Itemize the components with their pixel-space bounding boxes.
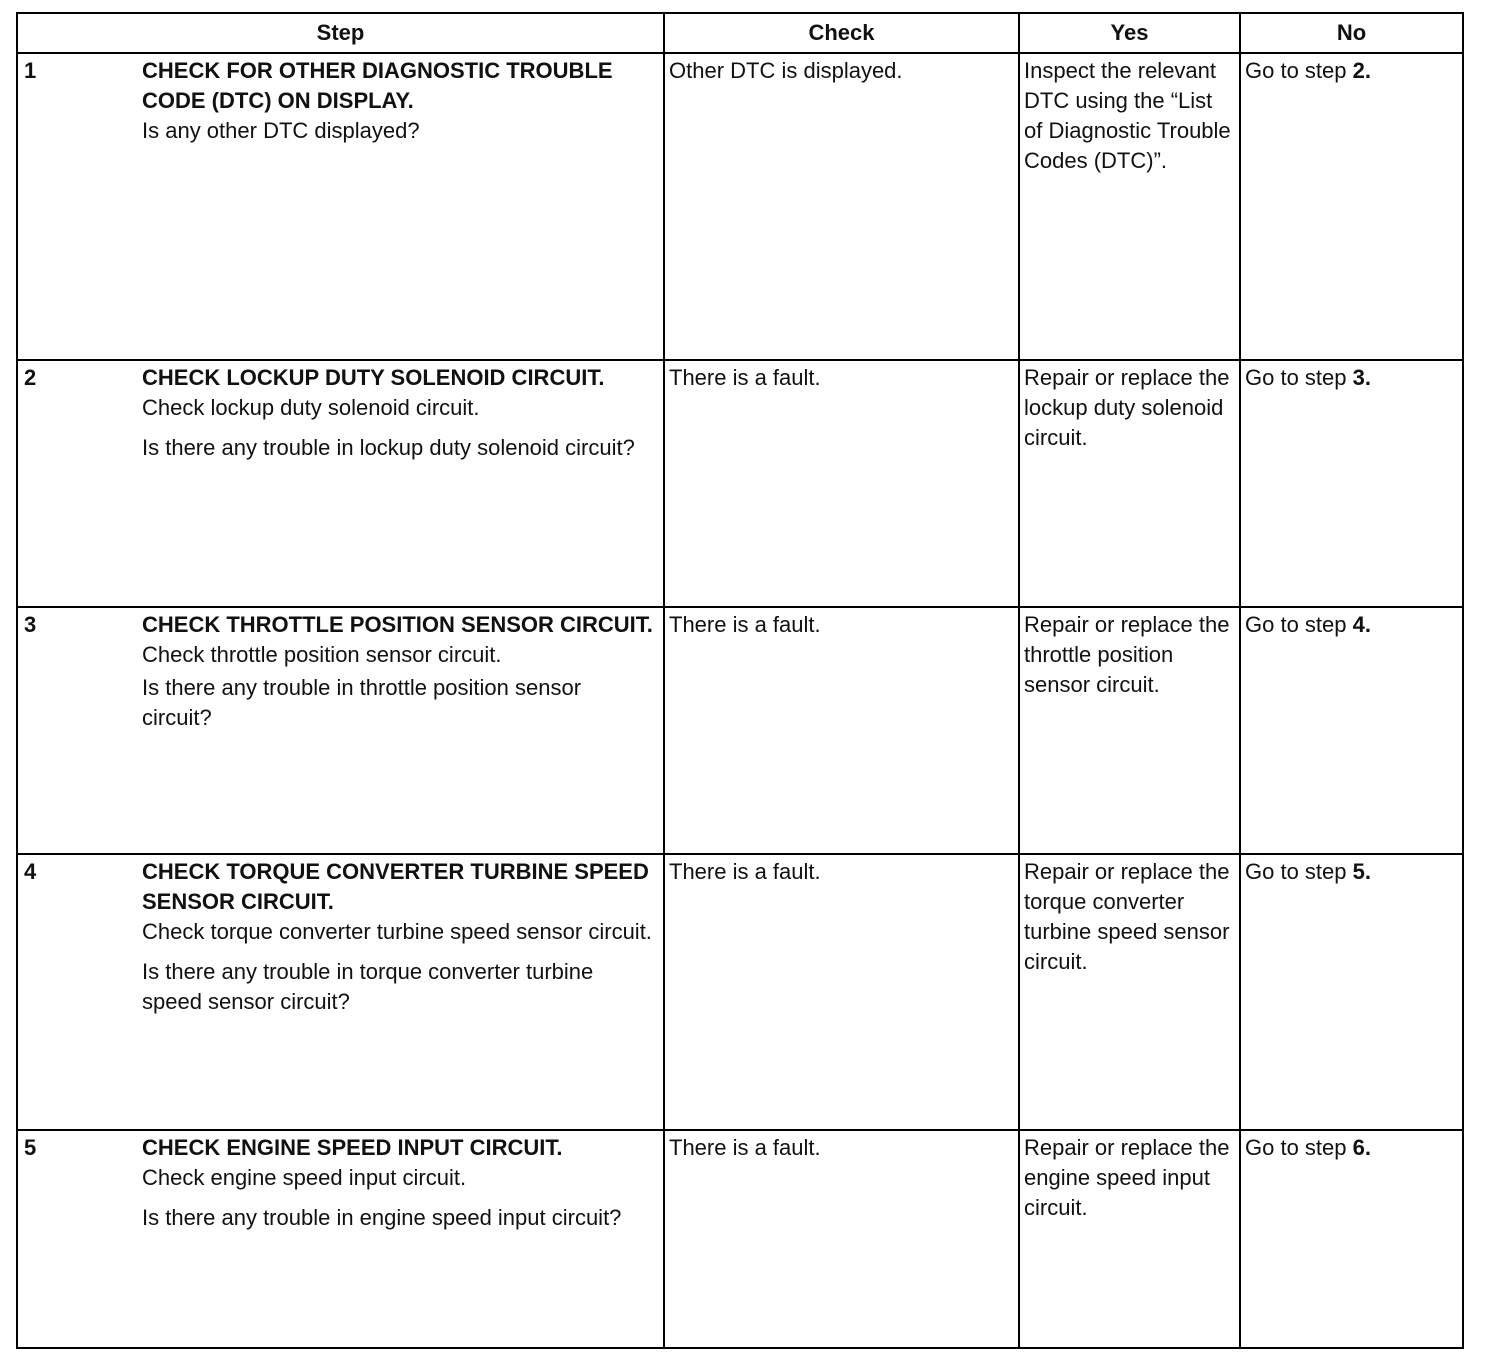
table-row xyxy=(17,53,1463,360)
header-check: Check xyxy=(664,13,1019,53)
yes-cell: Repair or replace the lockup duty solenoid circuit. xyxy=(1019,360,1240,607)
no-prefix: Go to step xyxy=(1245,1135,1347,1160)
step-cell xyxy=(17,607,664,854)
no-step: 5. xyxy=(1352,859,1371,884)
no-step: 2. xyxy=(1352,58,1371,83)
step-question: Is any other DTC displayed? xyxy=(142,118,420,143)
no-cell xyxy=(1240,53,1463,360)
diagnostic-table xyxy=(16,12,1464,1349)
no-prefix: Go to step xyxy=(1245,612,1347,637)
step-instruction: Check torque converter turbine speed sensor circuit. xyxy=(142,919,652,944)
no-cell xyxy=(1240,607,1463,854)
step-title: CHECK THROTTLE POSITION SENSOR CIRCUIT. xyxy=(142,612,653,637)
step-number: 3 xyxy=(24,612,37,637)
no-cell xyxy=(1240,854,1463,1130)
check-cell: Other DTC is displayed. xyxy=(664,53,1019,360)
check-cell: There is a fault. xyxy=(664,607,1019,854)
table-row xyxy=(17,854,1463,1130)
step-cell xyxy=(17,360,664,607)
table-row xyxy=(17,360,1463,607)
step-instruction: Check engine speed input circuit. xyxy=(142,1165,467,1190)
step-number: 5 xyxy=(24,1135,37,1160)
step-question: Is there any trouble in lockup duty solenoid circuit? xyxy=(142,435,635,460)
step-cell xyxy=(17,854,664,1130)
no-prefix: Go to step xyxy=(1245,58,1347,83)
step-question: Is there any trouble in throttle position sensor circuit? xyxy=(142,675,582,730)
table-row xyxy=(17,1130,1463,1348)
no-cell xyxy=(1240,360,1463,607)
header-yes: Yes xyxy=(1019,13,1240,53)
no-prefix: Go to step xyxy=(1245,859,1347,884)
step-instruction: Check lockup duty solenoid circuit. xyxy=(142,395,480,420)
yes-cell: Inspect the relevant DTC using the “List of Diagnostic Trouble Codes (DTC)”. xyxy=(1019,53,1240,360)
no-step: 6. xyxy=(1352,1135,1371,1160)
no-prefix: Go to step xyxy=(1245,365,1347,390)
yes-cell: Repair or replace the torque converter turbine speed sensor circuit. xyxy=(1019,854,1240,1130)
header-row xyxy=(17,13,1463,53)
step-title: CHECK ENGINE SPEED INPUT CIRCUIT. xyxy=(142,1135,563,1160)
step-number: 1 xyxy=(24,58,37,83)
header-step: Step xyxy=(17,13,664,53)
check-cell: There is a fault. xyxy=(664,1130,1019,1348)
step-title: CHECK LOCKUP DUTY SOLENOID CIRCUIT. xyxy=(142,365,605,390)
step-number: 2 xyxy=(24,365,37,390)
no-cell xyxy=(1240,1130,1463,1348)
no-step: 4. xyxy=(1352,612,1371,637)
check-cell: There is a fault. xyxy=(664,854,1019,1130)
step-title: CHECK TORQUE CONVERTER TURBINE SPEED SENSOR CIRCUIT. xyxy=(142,859,649,914)
step-title: CHECK FOR OTHER DIAGNOSTIC TROUBLE CODE (DTC) ON DISPLAY. xyxy=(142,58,613,113)
diagnostic-document xyxy=(16,12,1464,1349)
step-question: Is there any trouble in engine speed input circuit? xyxy=(142,1205,622,1230)
table-row xyxy=(17,607,1463,854)
header-no: No xyxy=(1240,13,1463,53)
step-cell xyxy=(17,1130,664,1348)
step-instruction: Check throttle position sensor circuit. xyxy=(142,642,502,667)
step-number: 4 xyxy=(24,859,37,884)
yes-cell: Repair or replace the throttle position sensor circuit. xyxy=(1019,607,1240,854)
no-step: 3. xyxy=(1352,365,1371,390)
step-question: Is there any trouble in torque converter turbine speed sensor circuit? xyxy=(142,959,594,1014)
check-cell: There is a fault. xyxy=(664,360,1019,607)
step-cell xyxy=(17,53,664,360)
yes-cell: Repair or replace the engine speed input circuit. xyxy=(1019,1130,1240,1348)
